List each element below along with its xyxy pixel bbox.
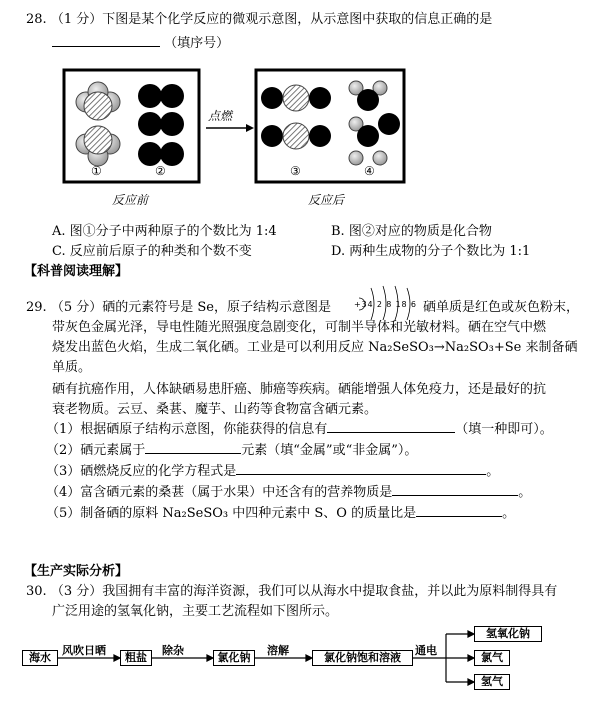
q29-line1 [26,296,331,315]
q28-option-b[interactable]: B. 图②对应的物质是化合物 [331,224,492,239]
section-production-heading: 【生产实际分析】 [24,564,129,579]
mark-1: ① [91,164,102,178]
molecule-co2-lower [261,123,331,149]
q29-line2: 带灰色金属光泽，导电性随光照强度急剧变化，可制半导体和光敏材料。硒在空气中燃 [52,320,547,335]
flow-box-crude-salt: 粗盐 [120,650,152,666]
q29-number: 29. [26,300,47,315]
q29-sub3 [46,460,499,479]
flow-box-nacl: 氯化钠 [213,650,255,666]
q30-line1-text: 我国拥有丰富的海洋资源，我们可以从海水中提取食盐，并以此为原料制得具有 [102,584,558,599]
q29-line4: 单质。 [52,360,92,375]
q29-score: （5 分） [50,300,103,315]
q29-sub5 [46,502,515,521]
molecule-co2-upper [261,85,331,111]
q28-stem-text: 下图是某个化学反应的微观示意图，从示意图中获取的信息正确的是 [102,12,493,27]
q29-sub1-hint: （填一种即可）。 [455,422,553,437]
q28-answer-blank[interactable] [52,33,160,47]
q29-sub2-blank[interactable] [145,440,241,454]
q29-sub5-text-b: 中四种元素中 S、O 的质量比是 [228,506,417,521]
q29-line3-a: 烧发出蓝色火焰，生成二氧化硒。工业是可以利用反应 [52,340,369,355]
q29-sub1-blank[interactable] [327,419,455,433]
q28-score: （1 分） [50,12,103,27]
q29-intro-a: 硒的元素符号是 Se，原子结构示意图是 [102,300,331,315]
q29-line5: 硒有抗癌作用，人体缺硒易患肝癌、肺癌等疾病。硒能增强人体免疫力，还是最好的抗 [52,382,547,397]
flow-box-chlorine: 氯气 [474,650,510,666]
q28-stem [26,8,492,27]
q29-line3 [52,336,578,355]
mark-2: ② [155,164,166,178]
molecules-o2 [138,84,184,166]
q29-sub4-end: 。 [518,485,532,500]
q29-sub5-formula: Na₂SeSO₃ [162,506,229,521]
flow-box-seawater: 海水 [22,650,58,666]
mark-3: ③ [290,164,301,178]
q28-fill-hint: （填序号） [164,36,230,51]
selenium-atom-diagram [353,280,417,320]
flow-box-saturated-solution: 氯化钠饱和溶液 [312,650,413,666]
q28-reaction-figure [58,62,413,212]
flow-step-4: 通电 [415,644,437,657]
molecule-ch4-lower [76,126,120,166]
flow-step-1: 风吹日晒 [62,644,106,657]
q29-line3-b: 来制备硒 [521,340,578,355]
q30-number: 30. [26,584,47,599]
label-before: 反应前 [112,193,149,207]
q29-sub4-blank[interactable] [392,482,518,496]
mark-4: ④ [364,164,375,178]
label-after: 反应后 [308,193,345,207]
q29-sub5-end: 。 [502,506,516,521]
molecules-h2o [349,81,400,165]
q29-sub5-text: （5）制备硒的原料 [46,506,163,521]
q29-sub5-blank[interactable] [416,503,502,517]
molecule-ch4-upper [76,82,120,120]
q28-option-c[interactable]: C. 反应前后原子的种类和个数不变 [52,244,252,259]
q29-reaction: Na₂SeSO₃→Na₂SO₃+Se [368,340,522,355]
q30-score: （3 分） [50,584,103,599]
q28-option-a[interactable]: A. 图①分子中两种原子的个数比为 1:4 [52,224,277,239]
section-reading-heading: 【科普阅读理解】 [24,264,129,279]
q29-sub3-text: （3）硒燃烧反应的化学方程式是 [46,464,237,479]
flow-step-2: 除杂 [162,644,184,657]
q29-sub2-hint: 元素（填“金属”或“非金属”）。 [241,443,418,458]
q29-sub3-end: 。 [486,464,500,479]
q29-sub1 [46,418,553,437]
q29-sub1-text: （1）根据硒原子结构示意图，你能获得的信息有 [46,422,328,437]
flow-step-3: 溶解 [267,644,289,657]
q28-answer-line [52,32,229,51]
q29-sub4-text: （4）富含硒元素的桑葚（属于水果）中还含有的营养物质是 [46,485,393,500]
q29-intro-b: 硒单质是红色或灰色粉末， [423,300,580,315]
arrow-label: 点燃 [208,109,233,123]
q28-option-d[interactable]: D. 两种生成物的分子个数比为 1:1 [331,244,531,259]
q28-number: 28. [26,12,47,27]
atom-diagram-numbers: +34 2 8 18 6 [354,300,416,309]
reaction-arrowhead [246,124,254,132]
q30-line2: 广泛用途的氢氧化钠，主要工艺流程如下图所示。 [52,604,339,619]
q30-line1 [26,580,557,599]
q29-sub4 [46,481,531,500]
q29-sub3-blank[interactable] [236,461,486,475]
flow-box-naoh: 氢氧化钠 [474,626,542,642]
q30-flow-diagram [0,620,605,720]
q29-sub2 [46,439,417,458]
q29-line6: 衰老物质。云豆、桑葚、魔芋、山药等食物富含硒元素。 [52,402,378,417]
q29-sub2-text: （2）硒元素属于 [46,443,146,458]
flow-box-hydrogen: 氢气 [474,674,510,690]
